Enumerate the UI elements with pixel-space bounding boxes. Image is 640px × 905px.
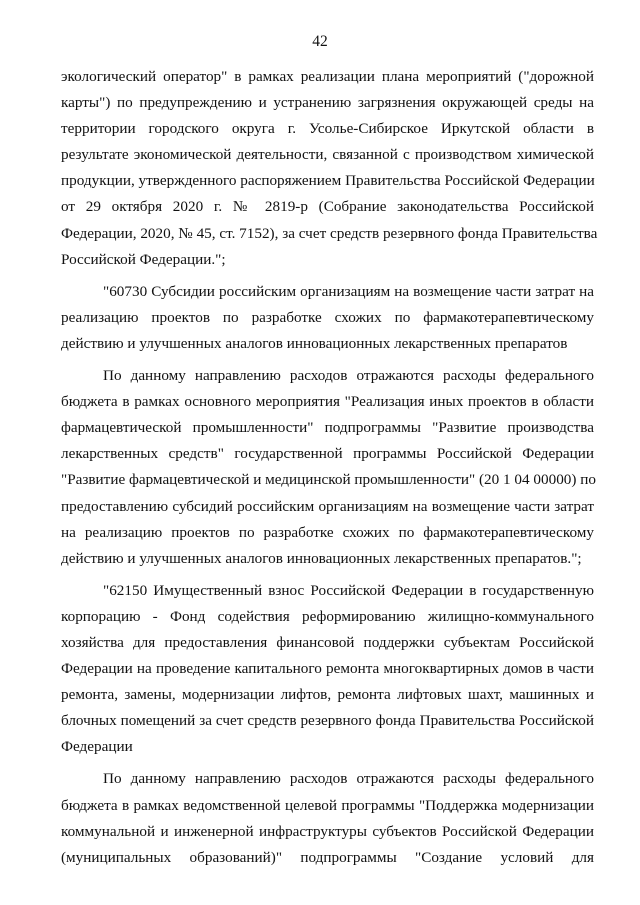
text-line: Федерации, 2020, № 45, ст. 7152), за счет средств резервного фонда Правительства — [61, 224, 598, 242]
text-line: территории городского округа г. Усолье-Сибирское Иркутской области в — [61, 120, 594, 138]
text-line: карты") по предупреждению и устранению загрязнения окружающей среды на — [61, 94, 594, 112]
text-line: действию и улучшенных аналогов инновационных лекарственных препаратов — [61, 334, 568, 352]
page-number: 42 — [312, 33, 328, 50]
text-line: По данному направлению расходов отражаются расходы федерального — [103, 770, 594, 788]
paragraph-ecological-operator — [61, 64, 598, 273]
text-line: "62150 Имущественный взнос Российской Федерации в государственную — [103, 581, 594, 599]
text-line: предоставлению субсидий российским организациям на возмещение части затрат — [61, 497, 594, 515]
text-line: лекарственных средств" государственной программы Российской Федерации — [61, 445, 594, 463]
text-line: Российской Федерации."; — [61, 250, 226, 268]
text-line: блочных помещений за счет средств резервного фонда Правительства Российской — [61, 712, 594, 730]
text-line: "Развитие фармацевтической и медицинской промышленности" (20 1 04 00000) по — [61, 471, 596, 489]
text-line: продукции, утвержденного распоряжением Правительства Российской Федерации — [61, 172, 595, 190]
paragraph-60730-description — [61, 363, 594, 572]
paragraph-code-60730 — [61, 279, 594, 357]
text-line: Федерации на проведение капитального ремонта многоквартирных домов в части — [61, 660, 594, 678]
text-line: результате экономической деятельности, связанной с производством химической — [61, 146, 594, 164]
text-line: (муниципальных образований)" подпрограммы "Создание условий для — [61, 848, 594, 866]
document-body — [61, 64, 598, 871]
text-line: корпорацию - Фонд содействия реформированию жилищно-коммунального — [61, 607, 594, 625]
text-line: фармацевтической промышленности" подпрограммы "Развитие производства — [61, 419, 594, 437]
text-line: на реализацию проектов по разработке схожих по фармакотерапевтическому — [61, 523, 594, 541]
text-line: По данному направлению расходов отражаются расходы федерального — [103, 367, 594, 385]
text-line: "60730 Субсидии российским организациям на возмещение части затрат на — [103, 282, 594, 300]
text-line: реализацию проектов по разработке схожих по фармакотерапевтическому — [61, 308, 594, 326]
text-line: действию и улучшенных аналогов инновационных лекарственных препаратов."; — [61, 549, 582, 567]
paragraph-code-62150 — [61, 578, 594, 761]
paragraph-62150-description — [61, 766, 594, 870]
text-line: хозяйства для предоставления финансовой поддержки субъектам Российской — [61, 633, 594, 651]
text-line: бюджета в рамках ведомственной целевой программы "Поддержка модернизации — [61, 796, 594, 814]
text-line: Федерации — [61, 738, 133, 756]
text-line: бюджета в рамках основного мероприятия "Реализация иных проектов в области — [61, 393, 594, 411]
text-line: ремонта, замены, модернизации лифтов, ремонта лифтовых шахт, машинных и — [61, 686, 594, 704]
text-line: экологический оператор" в рамках реализации плана мероприятий ("дорожной — [61, 68, 594, 85]
text-line: от 29 октября 2020 г. № 2819-р (Собрание законодательства Российской — [61, 198, 594, 216]
text-line: коммунальной и инженерной инфраструктуры субъектов Российской Федерации — [61, 822, 594, 840]
